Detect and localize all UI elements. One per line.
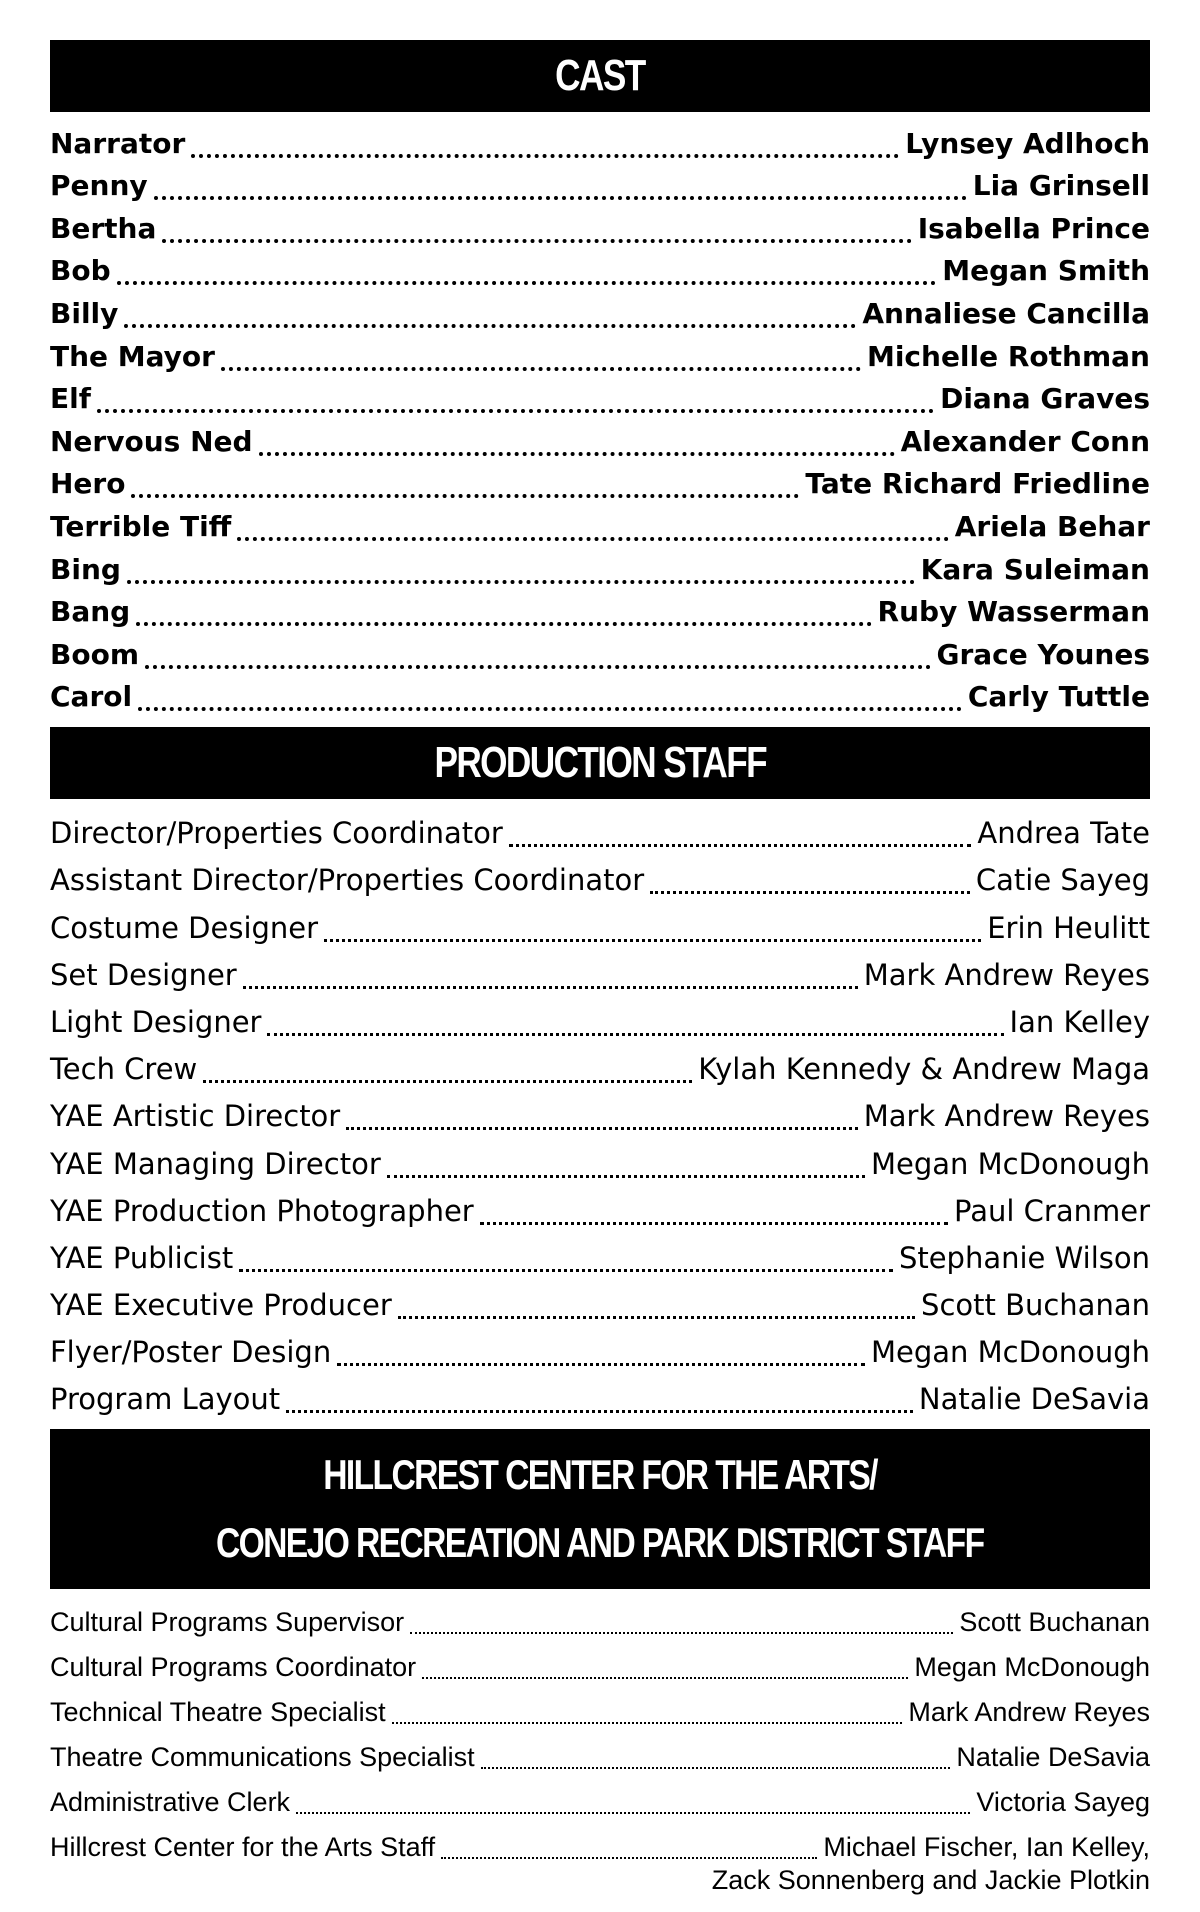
credit-role: Light Designer xyxy=(50,1004,262,1039)
dot-leader xyxy=(296,1812,970,1814)
credit-role: Bang xyxy=(50,595,131,629)
credit-row xyxy=(50,122,1150,165)
credit-role: Terrible Tiff xyxy=(50,509,232,543)
dot-leader xyxy=(346,1127,858,1130)
credit-row xyxy=(50,250,1150,293)
cast-section xyxy=(50,40,1150,718)
dot-leader xyxy=(154,196,967,200)
credit-row xyxy=(50,463,1150,506)
credit-role: YAE Publicist xyxy=(50,1240,234,1275)
credit-name: Stephanie Wilson xyxy=(898,1240,1150,1275)
credit-row xyxy=(50,1139,1150,1186)
dot-leader xyxy=(267,1033,1003,1036)
credit-role: Carol xyxy=(50,680,133,714)
credit-name: Megan McDonough xyxy=(871,1146,1150,1181)
credit-name: Michael Fischer, Ian Kelley, xyxy=(823,1832,1150,1862)
credit-row xyxy=(50,1045,1150,1092)
dot-leader xyxy=(136,622,871,626)
credit-row xyxy=(50,809,1150,856)
credit-row xyxy=(50,1281,1150,1328)
credit-row xyxy=(50,951,1150,998)
dot-leader xyxy=(203,1080,692,1083)
credit-role: Narrator xyxy=(50,126,186,160)
credit-role: Bing xyxy=(50,552,121,586)
dot-leader xyxy=(481,1767,951,1769)
dot-leader xyxy=(650,891,970,894)
credit-name: Megan Smith xyxy=(942,254,1150,288)
hillcrest-staff-heading xyxy=(50,1429,1150,1589)
credit-role: YAE Production Photographer xyxy=(50,1193,474,1228)
hillcrest-staff-list xyxy=(50,1599,1150,1869)
credit-row xyxy=(50,1734,1150,1779)
dot-leader xyxy=(138,707,962,711)
cast-heading xyxy=(50,40,1150,112)
credit-row xyxy=(50,378,1150,421)
credit-row xyxy=(50,207,1150,250)
credit-role: The Mayor xyxy=(50,339,215,373)
dot-leader xyxy=(259,452,895,456)
credit-role: Bertha xyxy=(50,211,157,245)
credit-row xyxy=(50,505,1150,548)
credit-name: Isabella Prince xyxy=(917,211,1150,245)
credit-row xyxy=(50,165,1150,208)
dot-leader xyxy=(410,1632,953,1634)
credit-role: Technical Theatre Specialist xyxy=(50,1697,386,1727)
credit-name: Ariela Behar xyxy=(954,509,1150,543)
credit-role: Hero xyxy=(50,467,126,501)
dot-leader xyxy=(509,844,972,847)
credit-role: Tech Crew xyxy=(50,1052,198,1087)
production-staff-list xyxy=(50,809,1150,1422)
dot-leader xyxy=(145,665,931,669)
dot-leader xyxy=(398,1316,915,1319)
credit-name: Mark Andrew Reyes xyxy=(863,957,1150,992)
credit-role: Costume Designer xyxy=(50,910,319,945)
credit-row xyxy=(50,548,1150,591)
credit-name: Victoria Sayeg xyxy=(976,1787,1150,1817)
dot-leader xyxy=(239,1269,893,1272)
credit-role: Elf xyxy=(50,382,91,416)
credit-name: Ruby Wasserman xyxy=(877,595,1150,629)
credit-name: Alexander Conn xyxy=(900,424,1150,458)
production-staff-heading xyxy=(50,727,1150,799)
credit-role: Director/Properties Coordinator xyxy=(50,816,503,851)
credit-row xyxy=(50,420,1150,463)
dot-leader xyxy=(221,367,861,371)
credit-name: Megan McDonough xyxy=(871,1335,1150,1370)
credit-role: Boom xyxy=(50,637,139,671)
production-staff-heading-text: PRODUCTION STAFF xyxy=(434,738,766,787)
credit-row xyxy=(50,1599,1150,1644)
credit-role: Flyer/Poster Design xyxy=(50,1335,332,1370)
credit-row xyxy=(50,676,1150,719)
dot-leader xyxy=(131,494,799,498)
credit-name: Lynsey Adlhoch xyxy=(905,126,1150,160)
credit-row xyxy=(50,292,1150,335)
credit-row xyxy=(50,903,1150,950)
credit-role: Theatre Communications Specialist xyxy=(50,1742,475,1772)
credit-name: Mark Andrew Reyes xyxy=(908,1697,1150,1727)
credit-role: Billy xyxy=(50,296,119,330)
production-staff-section xyxy=(50,727,1150,1422)
credit-row xyxy=(50,998,1150,1045)
credit-name: Kylah Kennedy & Andrew Maga xyxy=(698,1052,1150,1087)
dot-leader xyxy=(97,409,934,413)
dot-leader xyxy=(117,281,937,285)
credit-role: Bob xyxy=(50,254,111,288)
credit-role: Assistant Director/Properties Coordinator xyxy=(50,863,645,898)
credit-row xyxy=(50,1689,1150,1734)
credit-role: Cultural Programs Supervisor xyxy=(50,1607,405,1637)
credit-row xyxy=(50,633,1150,676)
credit-name: Mark Andrew Reyes xyxy=(863,1099,1150,1134)
credit-role: Program Layout xyxy=(50,1382,281,1417)
credit-name: Megan McDonough xyxy=(914,1652,1150,1682)
credit-name: Grace Younes xyxy=(936,637,1150,671)
credit-row xyxy=(50,1187,1150,1234)
credit-role: Cultural Programs Coordinator xyxy=(50,1652,417,1682)
credit-name: Natalie DeSavia xyxy=(918,1382,1150,1417)
credit-row xyxy=(50,1824,1150,1869)
dot-leader xyxy=(441,1857,817,1859)
credit-role: Administrative Clerk xyxy=(50,1787,291,1817)
cast-heading-text: CAST xyxy=(555,51,645,100)
credit-name: Tate Richard Friedline xyxy=(805,467,1150,501)
dot-leader xyxy=(124,324,856,328)
credit-name: Michelle Rothman xyxy=(866,339,1150,373)
credit-name: Lia Grinsell xyxy=(972,169,1150,203)
credit-role: Nervous Ned xyxy=(50,424,253,458)
credit-row xyxy=(50,1092,1150,1139)
hillcrest-staff-continuation: Zack Sonnenberg and Jackie Plotkin xyxy=(711,1865,1150,1895)
dot-leader xyxy=(243,986,858,989)
dot-leader xyxy=(324,939,981,942)
credit-name: Andrea Tate xyxy=(977,816,1150,851)
dot-leader xyxy=(337,1363,865,1366)
credit-name: Annaliese Cancilla xyxy=(862,296,1150,330)
credit-row xyxy=(50,856,1150,903)
credit-name: Diana Graves xyxy=(940,382,1150,416)
credit-role: YAE Managing Director xyxy=(50,1146,381,1181)
hillcrest-heading-line1: HILLCREST CENTER FOR THE ARTS/ xyxy=(323,1451,877,1498)
dot-leader xyxy=(422,1677,908,1679)
credit-role: Set Designer xyxy=(50,957,237,992)
hillcrest-staff-section xyxy=(50,1429,1150,1895)
credit-name: Natalie DeSavia xyxy=(956,1742,1150,1772)
credit-role: Penny xyxy=(50,169,148,203)
cast-list xyxy=(50,122,1150,718)
credit-row xyxy=(50,335,1150,378)
credit-role: YAE Executive Producer xyxy=(50,1288,392,1323)
dot-leader xyxy=(127,580,915,584)
credit-row xyxy=(50,1644,1150,1689)
dot-leader xyxy=(286,1410,913,1413)
credit-name: Kara Suleiman xyxy=(920,552,1150,586)
credit-name: Erin Heulitt xyxy=(987,910,1150,945)
credit-name: Scott Buchanan xyxy=(921,1288,1150,1323)
dot-leader xyxy=(392,1722,903,1724)
credit-row xyxy=(50,1328,1150,1375)
dot-leader xyxy=(237,537,948,541)
credit-name: Catie Sayeg xyxy=(975,863,1150,898)
credit-name: Ian Kelley xyxy=(1009,1004,1150,1039)
credit-name: Paul Cranmer xyxy=(954,1193,1150,1228)
dot-leader xyxy=(480,1222,948,1225)
dot-leader xyxy=(162,239,911,243)
dot-leader xyxy=(191,154,899,158)
credit-name: Scott Buchanan xyxy=(959,1607,1150,1637)
credit-row xyxy=(50,591,1150,634)
credit-name: Carly Tuttle xyxy=(967,680,1150,714)
hillcrest-heading-line2: CONEJO RECREATION AND PARK DISTRICT STAFF xyxy=(216,1519,984,1566)
credit-row xyxy=(50,1234,1150,1281)
credit-row xyxy=(50,1375,1150,1422)
credit-row xyxy=(50,1779,1150,1824)
credit-role: Hillcrest Center for the Arts Staff xyxy=(50,1832,436,1862)
dot-leader xyxy=(387,1175,865,1178)
credit-role: YAE Artistic Director xyxy=(50,1099,341,1134)
